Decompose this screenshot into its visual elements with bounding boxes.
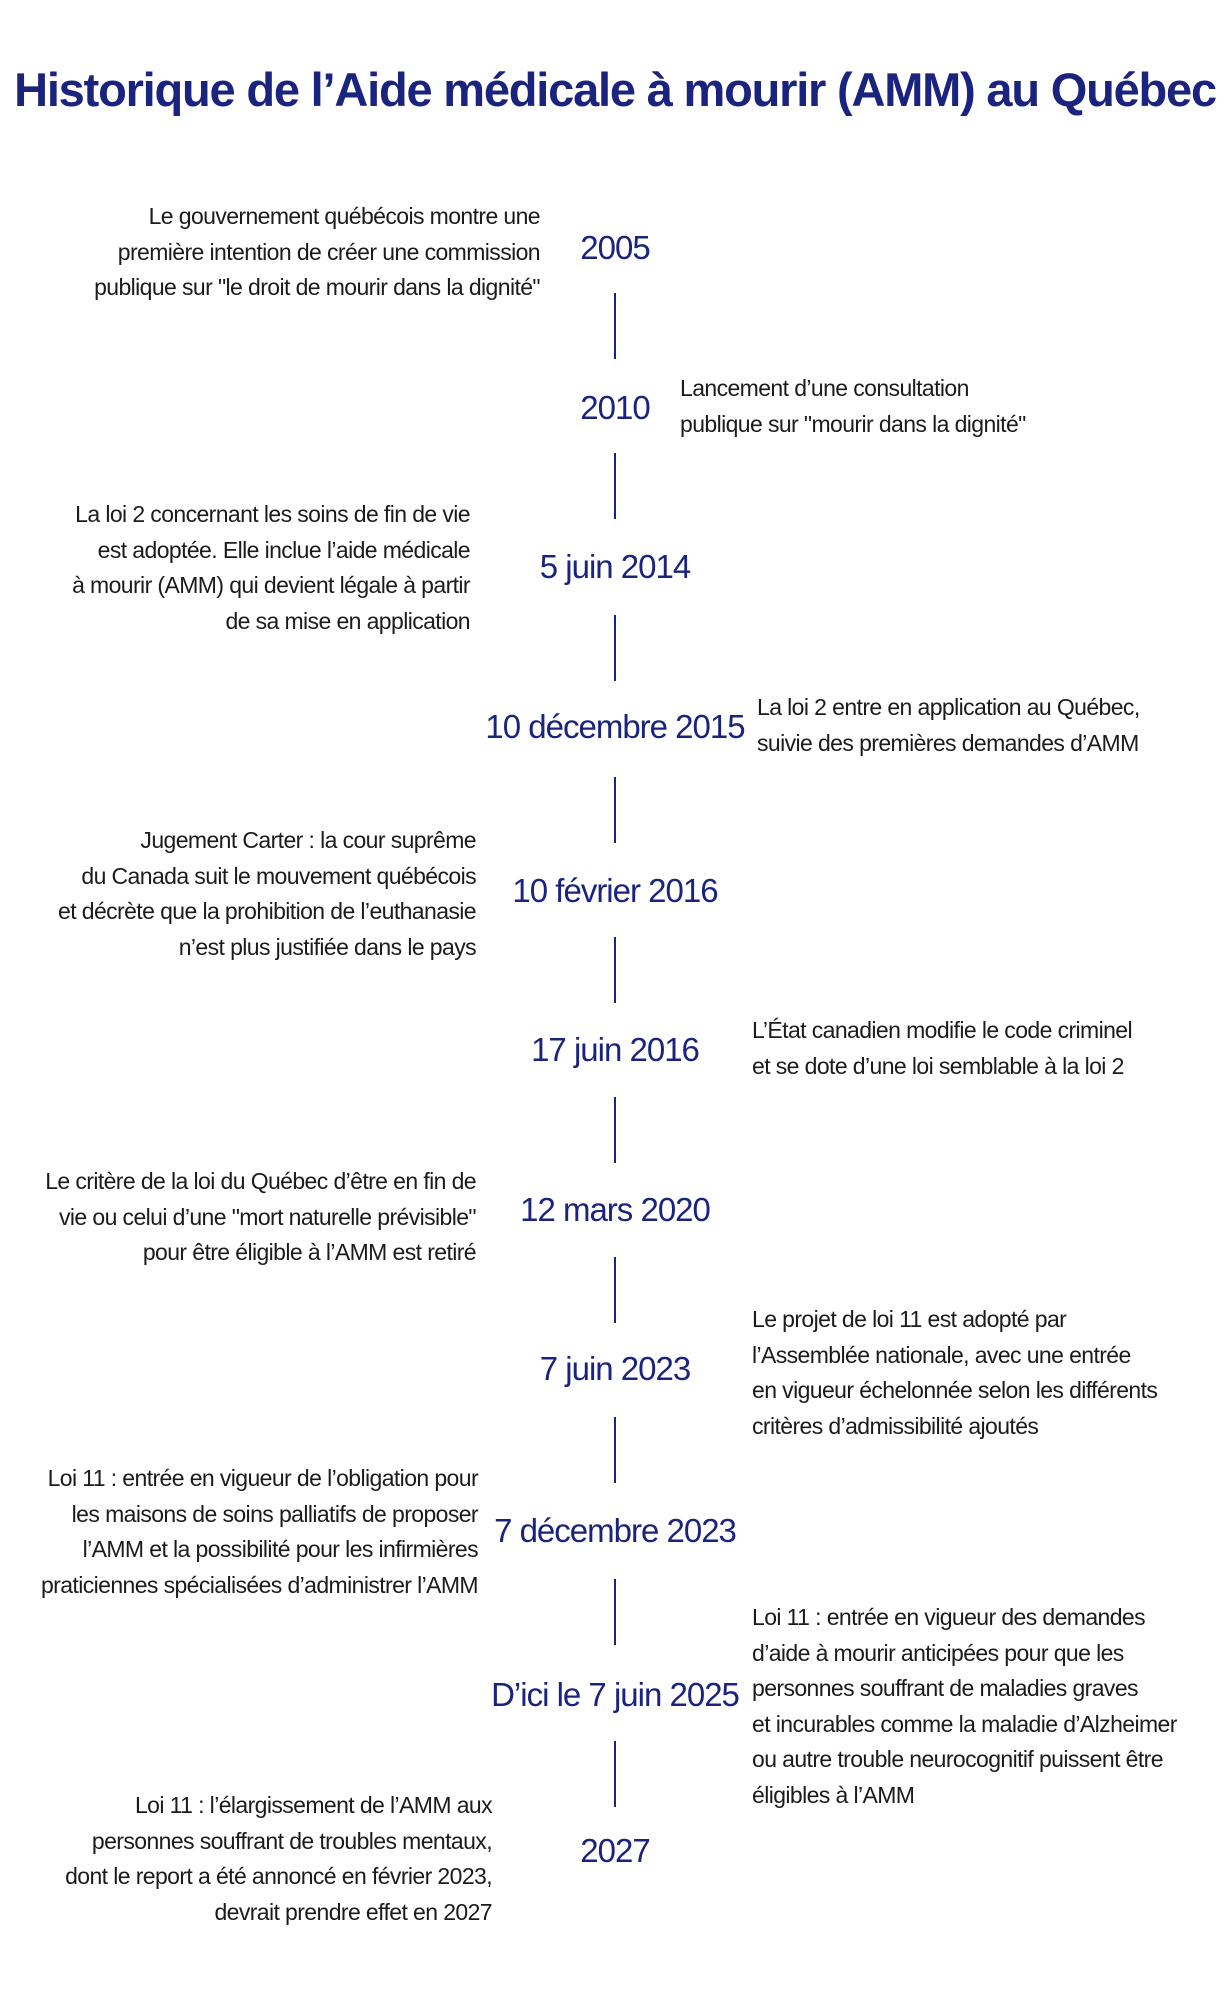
event-description-2016-jun: L’État canadien modifie le code criminel et se dote d’une loi semblable à la loi 2 [752,1017,1133,1079]
page-title: Historique de l’Aide médicale à mourir (AMM) au Québec [14,63,1216,116]
event-description-2015: La loi 2 entre en application au Québec, suivie des premières demandes d’AMM [757,694,1140,756]
timeline-date-2016-jun: 17 juin 2016 [531,1031,699,1068]
timeline-date-2005: 2005 [580,229,650,266]
event-description-2014: La loi 2 concernant les soins de fin de vie est adoptée. Elle inclue l’aide médicale à mourir (AMM) qui devient légale à partir de sa mise en application [72,501,470,634]
event-description-2025: Loi 11 : entrée en vigueur des demandes d’aide à mourir anticipées pour que les personnes souffrant de maladies graves et incurables comme la maladie d’Alzheimer ou autre trouble neurocognitif puissent être éligibles à l’AMM [752,1604,1177,1808]
event-description-2010: Lancement d’une consultation publique sur "mourir dans la dignité" [680,375,1026,437]
timeline-connector [614,1741,616,1807]
event-description-2027: Loi 11 : l’élargissement de l’AMM aux personnes souffrant de troubles mentaux, dont le report a été annoncé en février 2023, devrait prendre effet en 2027 [65,1792,492,1925]
event-description-2023-jun: Le projet de loi 11 est adopté par l’Assemblée nationale, avec une entrée en vigueur échelonnée selon les différents critères d’admissibilité ajoutés [752,1306,1158,1439]
timeline-connector [614,293,616,359]
timeline-connector [614,1579,616,1645]
timeline-connector [614,1097,616,1163]
timeline-connector [614,1257,616,1323]
event-description-2020: Le critère de la loi du Québec d’être en fin de vie ou celui d’une "mort naturelle prévisible" pour être éligible à l’AMM est retiré [45,1168,476,1265]
timeline-date-2016-feb: 10 février 2016 [512,872,718,909]
timeline-date-2025: D’ici le 7 juin 2025 [491,1676,739,1713]
timeline-connector [614,615,616,681]
timeline-date-2023-dec: 7 décembre 2023 [494,1512,736,1549]
timeline-connector [614,1417,616,1483]
timeline-date-2014: 5 juin 2014 [539,548,691,585]
timeline-connector [614,777,616,843]
timeline-date-2010: 2010 [580,389,650,426]
timeline-date-2023-jun: 7 juin 2023 [539,1350,691,1387]
timeline-connector [614,937,616,1003]
event-description-2016-feb: Jugement Carter : la cour suprême du Canada suit le mouvement québécois et décrète que la prohibition de l’euthanasie n’est plus justifiée dans le pays [58,827,476,960]
timeline-connector [614,453,616,519]
event-description-2023-dec: Loi 11 : entrée en vigueur de l’obligation pour les maisons de soins palliatifs de proposer l’AMM et la possibilité pour les infirmières praticiennes spécialisées d’administrer l’AMM [40,1465,478,1598]
timeline-date-2015: 10 décembre 2015 [485,708,745,745]
timeline-date-2020: 12 mars 2020 [520,1191,710,1228]
event-description-2005: Le gouvernement québécois montre une première intention de créer une commission publique sur "le droit de mourir dans la dignité" [94,203,540,300]
timeline-date-2027: 2027 [580,1832,650,1869]
